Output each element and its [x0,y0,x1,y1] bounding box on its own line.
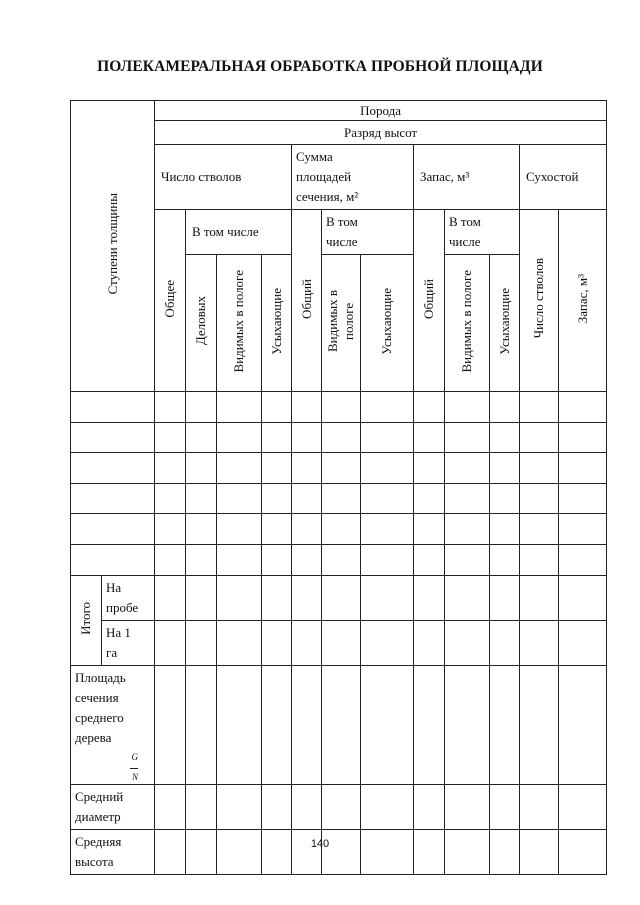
table-row [71,453,607,484]
table-row [71,545,607,576]
header-vidimyh-2: Видимых в пологе [322,255,361,392]
header-obshee: Общее [155,210,186,392]
data-table [70,100,607,875]
label-sredniy-diametr: Средний диаметр [71,785,155,830]
header-suhostoy-chislo: Число стволов [520,210,559,392]
label-na-probe: На пробе [102,576,155,621]
page-title: ПОЛЕКАМЕРАЛЬНАЯ ОБРАБОТКА ПРОБНОЙ ПЛОЩАДИ [97,58,543,75]
header-suhostoy: Сухостой [520,145,607,210]
header-usyhayushie-1: Усыхающие [262,255,292,392]
header-zapas: Запас, м³ [414,145,520,210]
header-poroda: Порода [155,101,607,121]
label-ploshad-secheniya: Площадь сечения среднего дерева G N [71,666,155,785]
header-obshiy-2: Общий [414,210,445,392]
header-delovyh: Деловых [186,255,217,392]
page-number: 140 [310,838,330,850]
row-sredniy-diametr [71,785,607,830]
label-itogo: Итого [71,576,102,666]
table-row [71,514,607,545]
header-chislo-stvolov: Число стволов [155,145,292,210]
header-obshiy-1: Общий [292,210,322,392]
header-usyhayushie-2: Усыхающие [361,255,414,392]
header-vidimyh-1: Видимых в пологе [217,255,262,392]
row-itogo-na-1ga [71,621,607,666]
header-v-tom-chisle-3: В том числе [445,210,520,255]
header-v-tom-chisle-2: В том числе [322,210,414,255]
label-na-1ga: На 1 га [102,621,155,666]
header-suhostoy-zapas: Запас, м³ [559,210,607,392]
header-vidimyh-3: Видимых в пологе [445,255,490,392]
table-row [71,423,607,453]
header-v-tom-chisle-1: В том числе [186,210,292,255]
label-srednyaya-vysota: Средняя высота [71,830,155,875]
fraction-g-over-n: G N [131,752,138,782]
table-row [71,392,607,423]
header-usyhayushie-3: Усыхающие [490,255,520,392]
header-razryad: Разряд высот [155,121,607,145]
header-stupeni: Ступени толщины [71,101,155,392]
row-srednyaya-vysota [71,830,607,875]
table-row [71,484,607,514]
row-ploshad-secheniya [71,666,607,785]
row-itogo-na-probe [71,576,607,621]
header-summa: Сумма площадей сечения, м² [292,145,414,210]
